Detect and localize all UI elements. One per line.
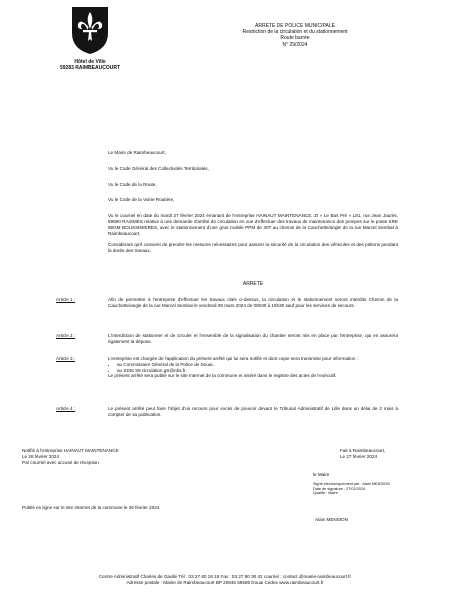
- article-3-publication: Le présent arrêté sera publié sur le site Internet de la commune et inséré dans le registre des actes de l'exécutif,: [108, 373, 337, 379]
- signature-place: Fait à Raimbeaucourt,: [340, 448, 386, 453]
- electronic-signature-signer: Signé électroniquement par : Alain MENSION: [313, 482, 390, 486]
- signatory-name: Alain MENSION: [315, 517, 348, 522]
- town-hall-label: Hôtel de Ville: [74, 59, 106, 65]
- document-title: ARRETE DE POLICE MUNICIPALE: [255, 23, 335, 29]
- article-4-label: Article 4 :: [56, 406, 76, 411]
- considerant-paragraph: Considérant qu'il convient de prendre les mesures nécessaires pour assurer la sécurité de la circulation des véhicules et des piétons pendant la durée des travaux,: [108, 242, 398, 254]
- article-1-text: Afin de permettre à l'entreprise d'effectuer les travaux cités ci-dessus, la circulation et le stationnement seront interdits Chemin de la Cauchette/angle de la rue Marcel Sembat le vendredi 08 mars 2024 de 08h30 à 16h30 sauf pour les services de secours.: [108, 297, 398, 308]
- document-road-status: Route barrée: [280, 35, 310, 42]
- article-3-text: L'entreprise est chargée de l'application du présent arrêté qui lui sera notifié et dont copie sera transmise pour information :: [108, 356, 358, 361]
- vu-line-code-route: Vu le Code de la Route,: [108, 181, 157, 187]
- electronic-signature-quality: Qualité : Maire: [313, 491, 338, 496]
- arrete-heading: ARRETE: [242, 281, 264, 287]
- footer-postal-address: Adresse postale : Mairie de Raimbeaucourt BP 20946 59509 Douai Cedex www.raimbeaucourt.fr: [126, 579, 324, 585]
- notification-date: Le 28 février 2024: [22, 453, 60, 459]
- article-4-text: Le présent arrêté peut faire l'objet d'un recours pour excès de pouvoir devant le Tribunal Administratif de Lille dans un délai de 2 mois à compter de sa publication.: [108, 406, 398, 417]
- article-2-text: L'interdiction de stationner et de circuler et l'ensemble de la signalisation du chantier seront mis en place par l'entreprise, qui en assurera également la dépose.: [108, 333, 398, 344]
- article-2-label: Article 2 :: [56, 333, 76, 338]
- electronic-signature-date: Date de signature : 27/02/2024: [313, 486, 366, 491]
- signature-date: Le 27 février 2024: [340, 453, 378, 459]
- article-3-bullet-police: • au Commissaire Général de la Police de Douai,: [117, 362, 398, 368]
- signature-role: le Maire: [313, 472, 330, 477]
- article-3-bullet-sdis: • au SDIS 59 circulation.gS@rdis.fr.: [117, 368, 398, 374]
- publication-notice: Publié en ligne sur le site Internet de la commune le 28 février 2024: [22, 505, 160, 510]
- notification-company: Notifié à l'entreprise HAINAUT MAINTENANCE: [22, 448, 119, 453]
- article-1-label: Article 1 :: [56, 297, 76, 302]
- vu-line-cgct: Vu le Code Général des Collectivités Territoriales,: [108, 165, 209, 171]
- document-number: N° 29/2024: [282, 41, 308, 48]
- town-address: 59283 RAIMBEAUCOURT: [59, 65, 120, 72]
- fleur-de-lis-shield-icon: [70, 5, 110, 55]
- vu-line-voirie: Vu le Code de la Voirie Routière,: [108, 197, 175, 203]
- footer-contact: Centre Administratif Charles de Gaulle Tél : 03 27 80 18 18 Fax : 03 27 80 30 42 courriel : contact @mairie-raimbeaucourt.fr: [98, 574, 351, 579]
- mayor-line: Le Maire de Raimbeaucourt,: [108, 150, 166, 155]
- vu-line-courriel: Vu le courriel en date du mardi 27 février 2024 émanant de l'entreprise HAINAUT MAINTENANCE, ZI « Le Bas Pré » L81, rue Jean Jaurès, 59590 RAISMES relative à une demande d'arrêté de circulation en vue d'effectuer des travaux de maintenance des pompes sur le poste SRE 89GM BOUSSIMIERES, avec le stationnement d'une grue mobile PPM de 30T au chemin de la Cauchette/angle de la rue Marcel Sembat à Raimbeaucourt,: [108, 213, 398, 236]
- article-3-label: Article 3 :: [56, 356, 76, 361]
- coat-of-arms: [70, 5, 110, 55]
- document-subtitle: Restriction de la circulation et du stationnement: [242, 29, 348, 36]
- notification-method: Par courriel avec accusé de réception: [22, 459, 99, 465]
